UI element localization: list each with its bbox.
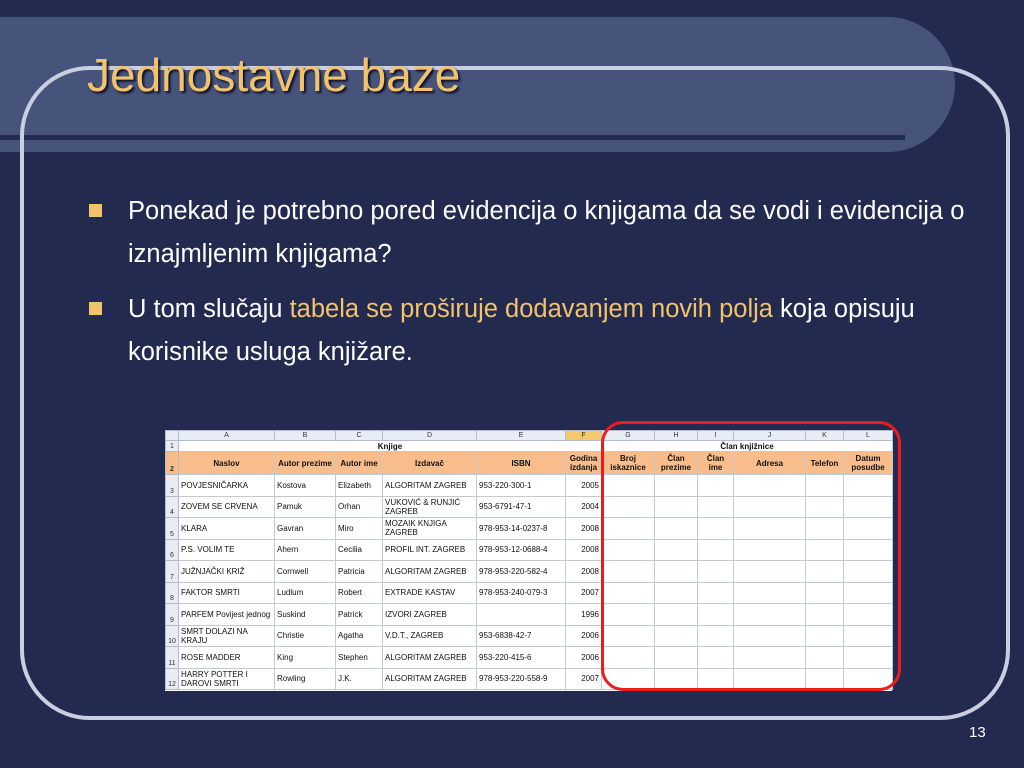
data-cell: JUŽNJAČKI KRIŽ: [179, 561, 275, 583]
data-cell: 978-953-240-079-3: [477, 582, 566, 604]
field-header: Izdavač: [383, 452, 477, 475]
data-cell: 2006: [566, 647, 602, 669]
data-cell: ALGORITAM ZAGREB: [383, 668, 477, 690]
field-header: Telefon: [806, 452, 844, 475]
data-cell: Ludlum: [275, 582, 336, 604]
data-cell: Patricia: [336, 561, 383, 583]
data-cell: Elizabeth: [336, 475, 383, 497]
row-number: 11: [166, 647, 179, 669]
row-number: 6: [166, 539, 179, 561]
column-letter: B: [275, 431, 336, 441]
bullet-item: [82, 190, 982, 276]
data-cell: Cecilia: [336, 539, 383, 561]
column-letter: L: [844, 431, 893, 441]
column-letter: G: [602, 431, 655, 441]
group-title-clan: Član knjižnice: [602, 441, 893, 452]
data-cell: 2005: [566, 475, 602, 497]
data-cell: POVJESNIČARKA: [179, 475, 275, 497]
select-all-corner: [166, 431, 179, 441]
data-cell: V.D.T., ZAGREB: [383, 625, 477, 647]
data-cell: [477, 604, 566, 626]
row-number: 8: [166, 582, 179, 604]
column-letter: J: [734, 431, 806, 441]
bullet-list: [82, 190, 982, 386]
row-number: 9: [166, 604, 179, 626]
field-header: Član ime: [698, 452, 734, 475]
data-cell: 2006: [566, 625, 602, 647]
data-cell: ALGORITAM ZAGREB: [383, 561, 477, 583]
data-cell: Cornwell: [275, 561, 336, 583]
data-cell: 2008: [566, 539, 602, 561]
row-number: 7: [166, 561, 179, 583]
field-header: ISBN: [477, 452, 566, 475]
data-cell: ZOVEM SE CRVENA: [179, 496, 275, 518]
highlight-outline: [601, 421, 901, 691]
bullet-text-prefix: U tom slučaju: [128, 295, 290, 323]
data-cell: 978-953-14-0237-8: [477, 518, 566, 540]
data-cell: Suskind: [275, 604, 336, 626]
row-number: 4: [166, 496, 179, 518]
data-cell: HARRY POTTER I DAROVI SMRTI: [179, 668, 275, 690]
column-letter: D: [383, 431, 477, 441]
column-letter: A: [179, 431, 275, 441]
data-cell: King: [275, 647, 336, 669]
column-letter: K: [806, 431, 844, 441]
data-cell: 978-953-12-0688-4: [477, 539, 566, 561]
bullet-item: [82, 288, 982, 374]
data-cell: P.S. VOLIM TE: [179, 539, 275, 561]
data-cell: Pamuk: [275, 496, 336, 518]
row-number: 12: [166, 668, 179, 690]
data-cell: 953-220-300-1: [477, 475, 566, 497]
data-cell: MOZAIK KNJIGA ZAGREB: [383, 518, 477, 540]
row-number: 5: [166, 518, 179, 540]
data-cell: KLARA: [179, 518, 275, 540]
field-header: Datum posudbe: [844, 452, 893, 475]
data-cell: 978-953-220-558-9: [477, 668, 566, 690]
data-cell: EXTRADE KASTAV: [383, 582, 477, 604]
data-cell: Orhan: [336, 496, 383, 518]
row-number: 2: [166, 452, 179, 475]
data-cell: 1996: [566, 604, 602, 626]
column-letter: C: [336, 431, 383, 441]
data-cell: ALGORITAM ZAGREB: [383, 475, 477, 497]
data-cell: 2008: [566, 561, 602, 583]
data-cell: Agatha: [336, 625, 383, 647]
data-cell: Gavran: [275, 518, 336, 540]
data-cell: 953-220-415-6: [477, 647, 566, 669]
row-number: 3: [166, 475, 179, 497]
field-header: Broj iskaznice: [602, 452, 655, 475]
bullet-text-highlight: tabela se proširuje dodavanjem novih polja: [289, 295, 773, 323]
column-letter: E: [477, 431, 566, 441]
data-cell: 953-6791-47-1: [477, 496, 566, 518]
field-header: Godina izdanja: [566, 452, 602, 475]
field-header: Član prezime: [655, 452, 698, 475]
bullet-text: Ponekad je potrebno pored evidencija o knjigama da se vodi i evidencija o iznajmljenim knjigama?: [128, 197, 965, 268]
data-cell: Rowling: [275, 668, 336, 690]
group-title-knjige: Knjige: [179, 441, 602, 452]
data-cell: 2007: [566, 582, 602, 604]
row-number: 1: [166, 441, 179, 452]
data-cell: Kostova: [275, 475, 336, 497]
data-cell: PROFIL INT. ZAGREB: [383, 539, 477, 561]
data-cell: ALGORITAM ZAGREB: [383, 647, 477, 669]
data-cell: IZVORI ZAGREB: [383, 604, 477, 626]
column-letter: F: [566, 431, 602, 441]
field-header: Autor prezime: [275, 452, 336, 475]
data-cell: Robert: [336, 582, 383, 604]
data-cell: SMRT DOLAZI NA KRAJU: [179, 625, 275, 647]
data-cell: 978-953-220-582-4: [477, 561, 566, 583]
square-bullet-icon: [89, 204, 102, 217]
column-letter: I: [698, 431, 734, 441]
data-cell: 2007: [566, 668, 602, 690]
data-cell: Miro: [336, 518, 383, 540]
data-cell: FAKTOR SMRTI: [179, 582, 275, 604]
row-number: 10: [166, 625, 179, 647]
field-header: Naslov: [179, 452, 275, 475]
data-cell: Patrick: [336, 604, 383, 626]
data-cell: J.K.: [336, 668, 383, 690]
bullet-text-suffix: koja opisuju korisnike usluga knjižare.: [128, 295, 915, 366]
data-cell: 953-6838-42-7: [477, 625, 566, 647]
slide-title: Jednostavne baze: [87, 49, 461, 101]
data-cell: Christie: [275, 625, 336, 647]
data-cell: PARFEM Povijest jednog: [179, 604, 275, 626]
data-cell: VUKOVIĆ & RUNJIĆ ZAGREB: [383, 496, 477, 518]
column-letter: H: [655, 431, 698, 441]
page-number: 13: [969, 724, 986, 741]
data-cell: 2008: [566, 518, 602, 540]
square-bullet-icon: [89, 302, 102, 315]
data-cell: 2004: [566, 496, 602, 518]
data-cell: Stephen: [336, 647, 383, 669]
field-header: Adresa: [734, 452, 806, 475]
field-header: Autor ime: [336, 452, 383, 475]
data-cell: Ahern: [275, 539, 336, 561]
data-cell: ROSE MADDER: [179, 647, 275, 669]
